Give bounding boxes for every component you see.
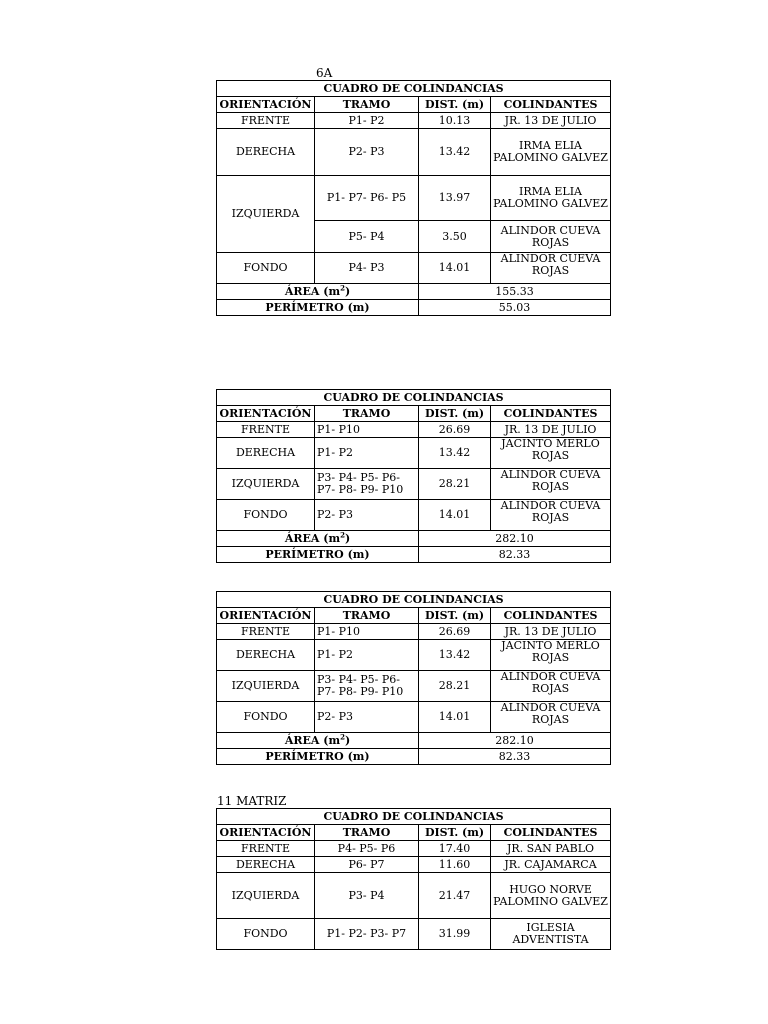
perimetro-value: 55.03 (419, 300, 611, 316)
orientacion-cell: DERECHA (217, 438, 315, 469)
perimetro-label: PERÍMETRO (m) (217, 547, 419, 563)
tramo-cell: P1- P2 (315, 640, 419, 671)
area-label: ÁREA $(m^2)$ (217, 284, 419, 300)
orientacion-cell: FONDO (217, 702, 315, 733)
header-colindantes: COLINDANTES (491, 406, 611, 422)
orientacion-cell: IZQUIERDA (217, 176, 315, 253)
colindante-cell: HUGO NORVE PALOMINO GALVEZ (491, 873, 611, 919)
colindancias-table-3 (216, 591, 611, 765)
colindante-cell: IRMA ELIA PALOMINO GALVEZ (491, 129, 611, 176)
table-row (217, 841, 611, 857)
area-row (217, 284, 611, 300)
colindancias-table-6a (216, 80, 611, 316)
header-orientacion: ORIENTACIÓN (217, 97, 315, 113)
dist-cell: 14.01 (419, 253, 491, 284)
colindante-cell: ALINDOR CUEVA ROJAS (491, 500, 611, 531)
table-row (217, 500, 611, 531)
area-value: 155.33 (419, 284, 611, 300)
table-row (217, 624, 611, 640)
perimetro-value: 82.33 (419, 749, 611, 765)
table-row (217, 671, 611, 702)
colindante-cell: JACINTO MERLO ROJAS (491, 640, 611, 671)
tramo-cell: P4- P3 (315, 253, 419, 284)
tramo-cell: P6- P7 (315, 857, 419, 873)
orientacion-cell: IZQUIERDA (217, 469, 315, 500)
dist-cell: 28.21 (419, 469, 491, 500)
table-row (217, 176, 611, 221)
colindante-cell: ALINDOR CUEVA ROJAS (491, 221, 611, 253)
table-row (217, 469, 611, 500)
table-row (217, 640, 611, 671)
dist-cell: 13.42 (419, 640, 491, 671)
tramo-cell: P4- P5- P6 (315, 841, 419, 857)
table-row (217, 438, 611, 469)
header-tramo: TRAMO (315, 406, 419, 422)
perimetro-value: 82.33 (419, 547, 611, 563)
perimetro-label: PERÍMETRO (m) (217, 749, 419, 765)
orientacion-cell: DERECHA (217, 640, 315, 671)
header-tramo: TRAMO (315, 97, 419, 113)
table-row (217, 857, 611, 873)
table-row (217, 702, 611, 733)
colindante-cell: ALINDOR CUEVA ROJAS (491, 253, 611, 284)
colindante-cell: ALINDOR CUEVA ROJAS (491, 469, 611, 500)
tramo-cell: P2- P3 (315, 500, 419, 531)
header-dist: DIST. (m) (419, 97, 491, 113)
perimetro-row (217, 547, 611, 563)
dist-cell: 28.21 (419, 671, 491, 702)
table-row (217, 253, 611, 284)
area-row (217, 531, 611, 547)
header-colindantes: COLINDANTES (491, 608, 611, 624)
tramo-cell: P3- P4- P5- P6- P7- P8- P9- P10 (315, 469, 419, 500)
perimetro-row (217, 749, 611, 765)
dist-cell: 11.60 (419, 857, 491, 873)
perimetro-label: PERÍMETRO (m) (217, 300, 419, 316)
header-dist: DIST. (m) (419, 608, 491, 624)
tramo-cell: P1- P2- P3- P7 (315, 919, 419, 950)
dist-cell: 13.42 (419, 438, 491, 469)
table-title: CUADRO DE COLINDANCIAS (217, 81, 611, 97)
colindante-cell: JR. 13 DE JULIO (491, 422, 611, 438)
dist-cell: 10.13 (419, 113, 491, 129)
table-row (217, 919, 611, 950)
table-title: CUADRO DE COLINDANCIAS (217, 390, 611, 406)
tramo-cell: P2- P3 (315, 129, 419, 176)
caption-6a: 6A (316, 66, 333, 80)
colindante-cell: IGLESIA ADVENTISTA (491, 919, 611, 950)
orientacion-cell: IZQUIERDA (217, 873, 315, 919)
colindante-cell: JR. 13 DE JULIO (491, 624, 611, 640)
dist-cell: 14.01 (419, 500, 491, 531)
area-value: 282.10 (419, 531, 611, 547)
colindante-cell: JR. CAJAMARCA (491, 857, 611, 873)
header-orientacion: ORIENTACIÓN (217, 608, 315, 624)
header-dist: DIST. (m) (419, 825, 491, 841)
header-orientacion: ORIENTACIÓN (217, 406, 315, 422)
tramo-cell: P2- P3 (315, 702, 419, 733)
table-row (217, 422, 611, 438)
dist-cell: 17.40 (419, 841, 491, 857)
table-row (217, 873, 611, 919)
tramo-cell: P1- P2 (315, 438, 419, 469)
header-colindantes: COLINDANTES (491, 825, 611, 841)
dist-cell: 26.69 (419, 422, 491, 438)
colindante-cell: JR. SAN PABLO (491, 841, 611, 857)
area-label: ÁREA $(m^2)$ (217, 733, 419, 749)
table-title: CUADRO DE COLINDANCIAS (217, 592, 611, 608)
orientacion-cell: FRENTE (217, 113, 315, 129)
orientacion-cell: FONDO (217, 919, 315, 950)
header-tramo: TRAMO (315, 608, 419, 624)
dist-cell: 26.69 (419, 624, 491, 640)
header-dist: DIST. (m) (419, 406, 491, 422)
colindante-cell: JR. 13 DE JULIO (491, 113, 611, 129)
dist-cell: 14.01 (419, 702, 491, 733)
dist-cell: 13.42 (419, 129, 491, 176)
table-title: CUADRO DE COLINDANCIAS (217, 809, 611, 825)
tramo-cell: P1- P7- P6- P5 (315, 176, 419, 221)
orientacion-cell: FRENTE (217, 422, 315, 438)
dist-cell: 31.99 (419, 919, 491, 950)
orientacion-cell: DERECHA (217, 129, 315, 176)
table-row (217, 129, 611, 176)
orientacion-cell: FRENTE (217, 841, 315, 857)
colindante-cell: ALINDOR CUEVA ROJAS (491, 671, 611, 702)
orientacion-cell: FONDO (217, 253, 315, 284)
header-tramo: TRAMO (315, 825, 419, 841)
tramo-cell: P1- P2 (315, 113, 419, 129)
dist-cell: 3.50 (419, 221, 491, 253)
tramo-cell: P1- P10 (315, 624, 419, 640)
orientacion-cell: FONDO (217, 500, 315, 531)
tramo-cell: P1- P10 (315, 422, 419, 438)
dist-cell: 13.97 (419, 176, 491, 221)
orientacion-cell: DERECHA (217, 857, 315, 873)
colindante-cell: JACINTO MERLO ROJAS (491, 438, 611, 469)
area-row (217, 733, 611, 749)
tramo-cell: P3- P4 (315, 873, 419, 919)
table-row (217, 113, 611, 129)
tramo-cell: P3- P4- P5- P6- P7- P8- P9- P10 (315, 671, 419, 702)
tramo-cell: P5- P4 (315, 221, 419, 253)
colindancias-table-11-matriz (216, 808, 611, 950)
colindante-cell: IRMA ELIA PALOMINO GALVEZ (491, 176, 611, 221)
dist-cell: 21.47 (419, 873, 491, 919)
colindante-cell: ALINDOR CUEVA ROJAS (491, 702, 611, 733)
orientacion-cell: FRENTE (217, 624, 315, 640)
caption-11-matriz: 11 MATRIZ (217, 794, 287, 808)
area-label: ÁREA $(m^2)$ (217, 531, 419, 547)
orientacion-cell: IZQUIERDA (217, 671, 315, 702)
area-value: 282.10 (419, 733, 611, 749)
perimetro-row (217, 300, 611, 316)
header-colindantes: COLINDANTES (491, 97, 611, 113)
header-orientacion: ORIENTACIÓN (217, 825, 315, 841)
colindancias-table-2 (216, 389, 611, 563)
